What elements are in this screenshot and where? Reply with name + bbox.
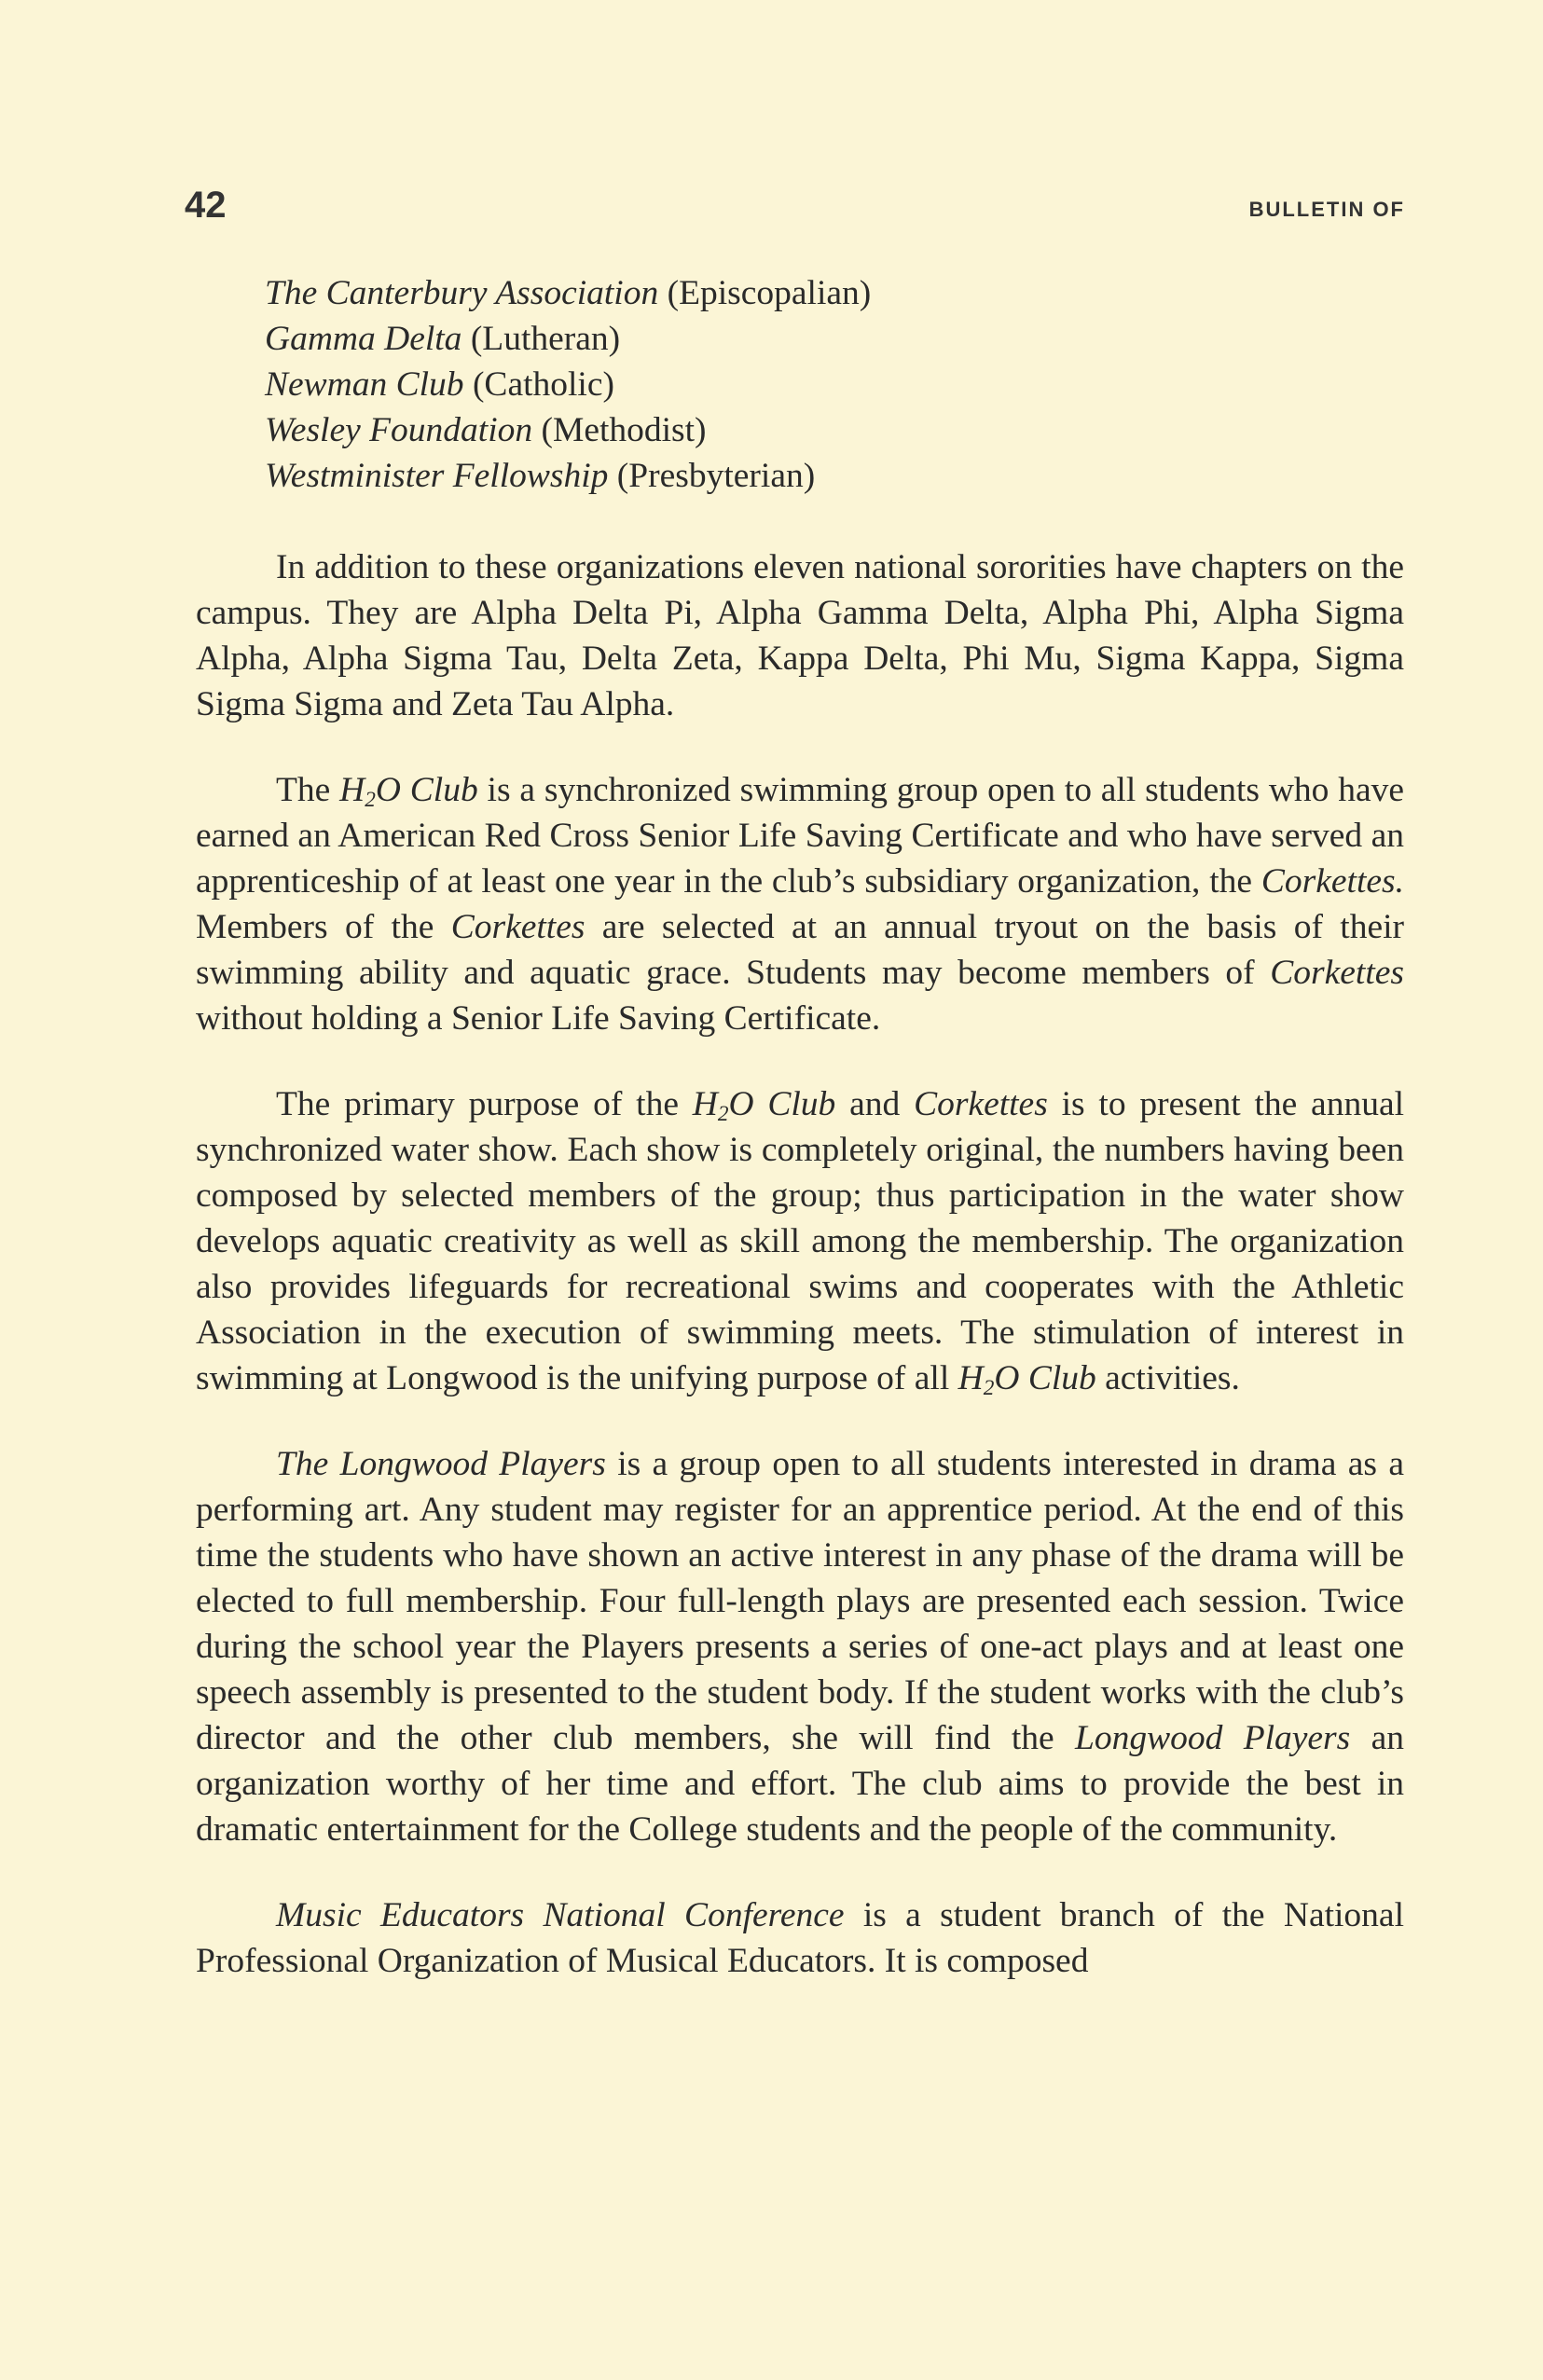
- org-denomination: (Presbyterian): [616, 457, 816, 495]
- org-denomination: (Episcopalian): [667, 274, 872, 312]
- h2o-club-name: [339, 771, 478, 812]
- h2o-club-paragraph: [196, 767, 1404, 1041]
- body-text: [196, 270, 1404, 1984]
- text-span: Club: [409, 771, 478, 809]
- text-span: is a student branch of the National Professional Organization of Musical Educators. It is composed: [196, 1896, 1404, 1980]
- text-span: O: [375, 771, 401, 809]
- subscript: 2: [365, 787, 376, 812]
- org-name: Newman Club: [265, 365, 464, 404]
- org-name: Wesley Foundation: [265, 411, 533, 449]
- players-name: Longwood Players: [1074, 1719, 1351, 1757]
- longwood-players-paragraph: [196, 1441, 1404, 1852]
- text-span: is to present the annual synchronized water show. Each show is completely original, the numbers having been composed by selected members of the group; thus participation in the water show develops aquatic creativity as well as skill among the membership. The organization also provides lifeguards for recreational swims and cooperates with the Athletic Association in the execution of swimming meets. The stimulation of interest in swimming at Longwood is the unifying purpose of all: [196, 1085, 1405, 1397]
- players-name: The Longwood Players: [276, 1445, 606, 1483]
- subscript: 2: [983, 1375, 995, 1400]
- org-name: The Canterbury Association: [265, 274, 659, 312]
- org-name: Gamma Delta: [265, 320, 462, 358]
- text-span: The: [276, 771, 331, 809]
- text-span: Club: [1027, 1359, 1096, 1397]
- music-educators-name: Music Educators National Conference: [276, 1896, 845, 1934]
- list-item: [265, 407, 1404, 453]
- h2o-club-name: [692, 1085, 836, 1126]
- text-span: and: [849, 1085, 901, 1123]
- text-span: H: [957, 1359, 984, 1397]
- org-denomination: (Methodist): [541, 411, 707, 449]
- text-span: is a group open to all students interested in drama as a performing art. Any student may register for an apprentice period. At the end of this time the students who have shown an active interest in any phase of the drama will be elected to full membership. Four full-length plays are presented each session. Twice during the school year the Players presents a series of one-act plays and at least one speech assembly is presented to the student body. If the student works with the club’s director and the other club members, she will find the: [196, 1445, 1405, 1757]
- corkettes-name: Corkettes.: [1261, 862, 1404, 901]
- running-head: BULLETIN OF: [1248, 198, 1405, 221]
- text-span: H: [339, 771, 365, 809]
- list-item: [265, 270, 1404, 316]
- corkettes-name: Corkettes: [914, 1085, 1048, 1123]
- text-span: O: [728, 1085, 754, 1123]
- text-span: activities.: [1105, 1359, 1240, 1397]
- org-denomination: (Lutheran): [470, 320, 621, 358]
- text-span: an organization worthy of her time and effort. The club aims to provide the best in dramatic entertainment for the College students and the people of the community.: [196, 1719, 1404, 1849]
- text-span: The primary purpose of the: [276, 1085, 679, 1123]
- text-span: H: [692, 1085, 718, 1123]
- h2o-club-name: [957, 1359, 1096, 1400]
- text-span: are selected at an annual tryout on the basis of their swimming ability and aquatic grace. Students may become members of: [196, 908, 1405, 992]
- list-item: [265, 453, 1404, 499]
- subscript: 2: [717, 1101, 729, 1126]
- page-number: 42: [185, 185, 227, 226]
- text-span: O: [994, 1359, 1020, 1397]
- text-span: Club: [767, 1085, 836, 1123]
- religious-organizations-list: [196, 270, 1404, 499]
- corkettes-name: Corkettes: [1270, 954, 1404, 992]
- org-name: Westminister Fellowship: [265, 457, 609, 495]
- list-item: [265, 362, 1404, 407]
- text-span: is a synchronized swimming group open to all students who have earned an American Red Cross Senior Life Saving Certificate and who have served an apprenticeship of at least one year in the club’s subsidiary organization, the: [196, 771, 1405, 901]
- sororities-paragraph: In addition to these organizations eleven national sororities have chapters on the campus. They are Alpha Delta Pi, Alpha Gamma Delta, Alpha Phi, Alpha Sigma Alpha, Alpha Sigma Tau, Delta Zeta, Kappa Delta, Phi Mu, Sigma Kappa, Sigma Sigma Sigma and Zeta Tau Alpha.: [196, 548, 1404, 723]
- corkettes-name: Corkettes: [450, 908, 586, 946]
- h2o-purpose-paragraph: [196, 1081, 1404, 1401]
- org-denomination: (Catholic): [472, 365, 614, 404]
- music-educators-paragraph: [196, 1892, 1404, 1984]
- text-span: without holding a Senior Life Saving Certificate.: [196, 999, 881, 1038]
- list-item: [265, 316, 1404, 362]
- text-span: Members of the: [196, 908, 434, 946]
